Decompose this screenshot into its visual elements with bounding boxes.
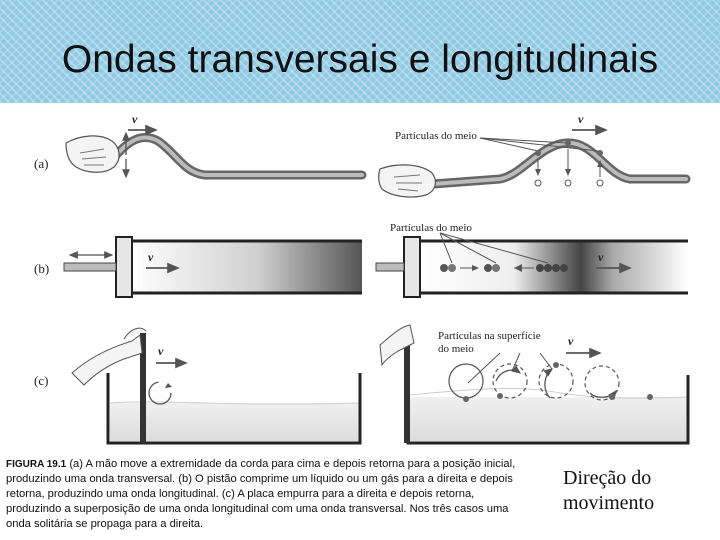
figure-caption-label: FIGURA 19.1 xyxy=(6,459,67,470)
panel-label-c: (c) xyxy=(34,373,49,388)
circular-motion-icon xyxy=(149,382,172,404)
rope-left xyxy=(108,137,362,175)
velocity-label-c-right: v xyxy=(568,334,574,348)
slide-title: Ondas transversais e longitudinais xyxy=(61,38,659,81)
panel-label-b: (b) xyxy=(34,261,50,276)
water-tank-right xyxy=(380,325,688,443)
wave-figure xyxy=(0,103,720,453)
particles-label-c-line1: Partículas na superfície xyxy=(438,330,541,342)
hand-icon xyxy=(379,165,436,197)
figure-caption xyxy=(6,457,521,532)
panel-label-a: (a) xyxy=(34,156,49,171)
velocity-label-c-left: v xyxy=(158,344,164,358)
particles-label-a: Partículas do meio xyxy=(395,130,477,142)
particles-label-b: Partículas do meio xyxy=(390,222,472,234)
rope-right xyxy=(420,143,686,185)
title-banner xyxy=(0,0,720,103)
velocity-label-a-left: v xyxy=(132,112,138,126)
direction-note: Direção do movimento xyxy=(563,467,655,514)
piston-tube-right xyxy=(376,237,688,297)
piston-tube-left xyxy=(64,237,362,297)
water-tank-left xyxy=(72,328,360,443)
velocity-label-a-right: v xyxy=(578,112,584,126)
figure-caption-text: (a) A mão move a extremidade da corda para cima e depois retorna para a posição inicial, produzindo uma onda transversal. (b) O pistão comprime um líquido ou um gás para a direita e depois retorna, produzindo uma onda longitudinal. (c) A placa empurra para a direita e depois retorna, produzindo a superposição de uma onda longitudinal com uma onda transversal. Nos três casos uma onda solitária se propaga para a direita. xyxy=(6,458,516,530)
particles-label-c-line2: do meio xyxy=(438,343,474,355)
velocity-label-b-left: v xyxy=(148,250,154,264)
hand-icon xyxy=(66,136,119,172)
velocity-label-b-right: v xyxy=(598,250,604,264)
